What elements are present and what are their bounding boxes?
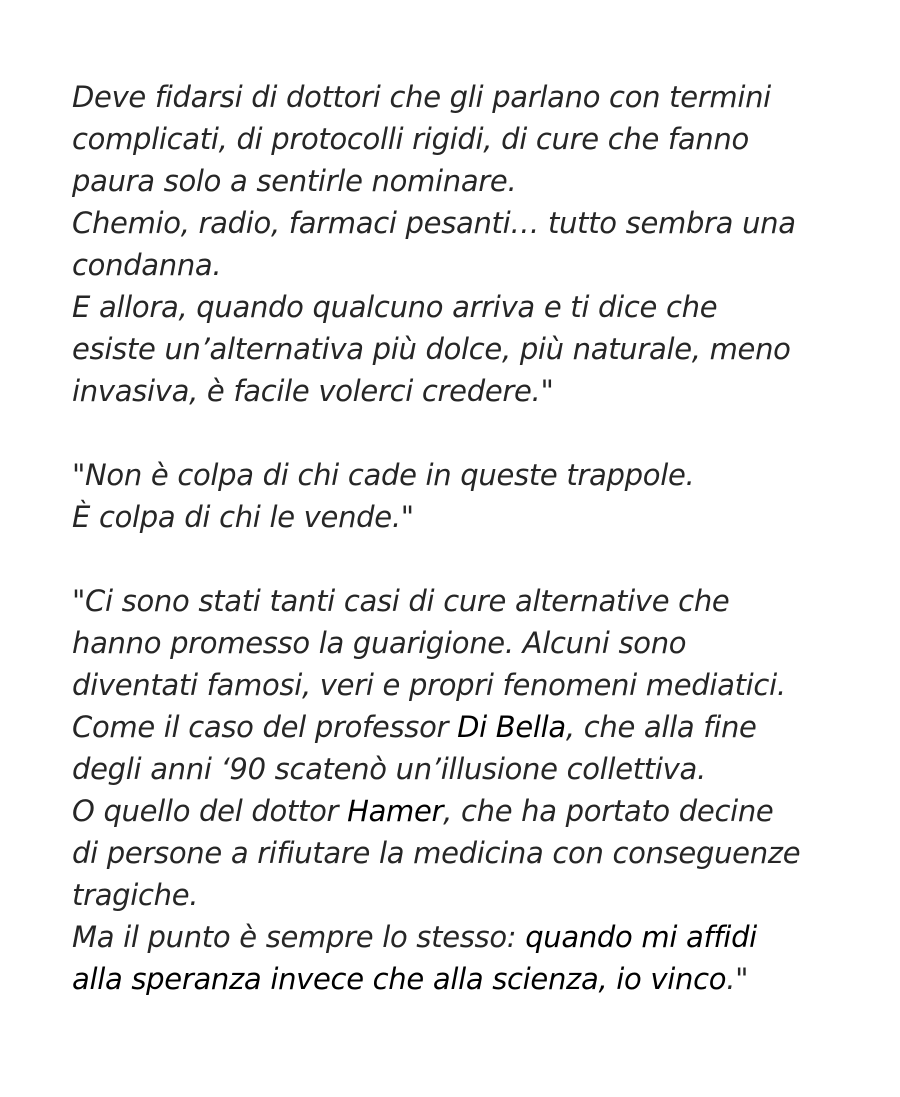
emphasis-conclusion: quando mi affidi: [525, 920, 757, 954]
text-line: [72, 916, 862, 958]
text-line: Deve fidarsi di dottori che gli parlano con termini: [72, 80, 771, 114]
text-line: complicati, di protocolli rigidi, di cure che fanno: [72, 122, 749, 156]
paragraph-alternative-cures: [72, 580, 862, 1000]
paragraph-doctors: [72, 76, 862, 412]
text-line: "Ci sono stati tanti casi di cure alternative che: [72, 584, 730, 618]
text-line: paura solo a sentirle nominare.: [72, 164, 517, 198]
emphasis-hamer: Hamer: [347, 794, 444, 828]
text-segment: Ma il punto è sempre lo stesso:: [72, 920, 526, 954]
document-page: [72, 76, 862, 1042]
text-segment: , che alla fine: [565, 710, 757, 744]
text-line: di persone a rifiutare la medicina con conseguenze: [72, 836, 801, 870]
text-line: condanna.: [72, 248, 222, 282]
text-segment: , che ha portato decine: [443, 794, 774, 828]
emphasis-conclusion: alla speranza invece che alla scienza, io vinco: [72, 962, 727, 996]
text-line: E allora, quando qualcuno arriva e ti dice che: [72, 290, 718, 324]
text-line: È colpa di chi le vende.": [72, 500, 414, 534]
text-segment: Come il caso del professor: [72, 710, 458, 744]
text-line: "Non è colpa di chi cade in queste trappole.: [72, 458, 695, 492]
text-line: degli anni ‘90 scatenò un’illusione collettiva.: [72, 752, 706, 786]
paragraph-traps: [72, 454, 862, 538]
text-line: Chemio, radio, farmaci pesanti… tutto sembra una: [72, 206, 796, 240]
text-line: [72, 790, 862, 832]
text-line: diventati famosi, veri e propri fenomeni mediatici.: [72, 668, 786, 702]
text-line: [72, 958, 862, 1000]
text-line: hanno promesso la guarigione. Alcuni sono: [72, 626, 687, 660]
text-segment: .": [726, 962, 749, 996]
text-line: tragiche.: [72, 878, 199, 912]
text-line: [72, 706, 862, 748]
text-line: esiste un’alternativa più dolce, più naturale, meno: [72, 332, 791, 366]
emphasis-di-bella: Di Bella: [457, 710, 566, 744]
text-line: invasiva, è facile volerci credere.": [72, 374, 554, 408]
text-segment: O quello del dottor: [72, 794, 348, 828]
